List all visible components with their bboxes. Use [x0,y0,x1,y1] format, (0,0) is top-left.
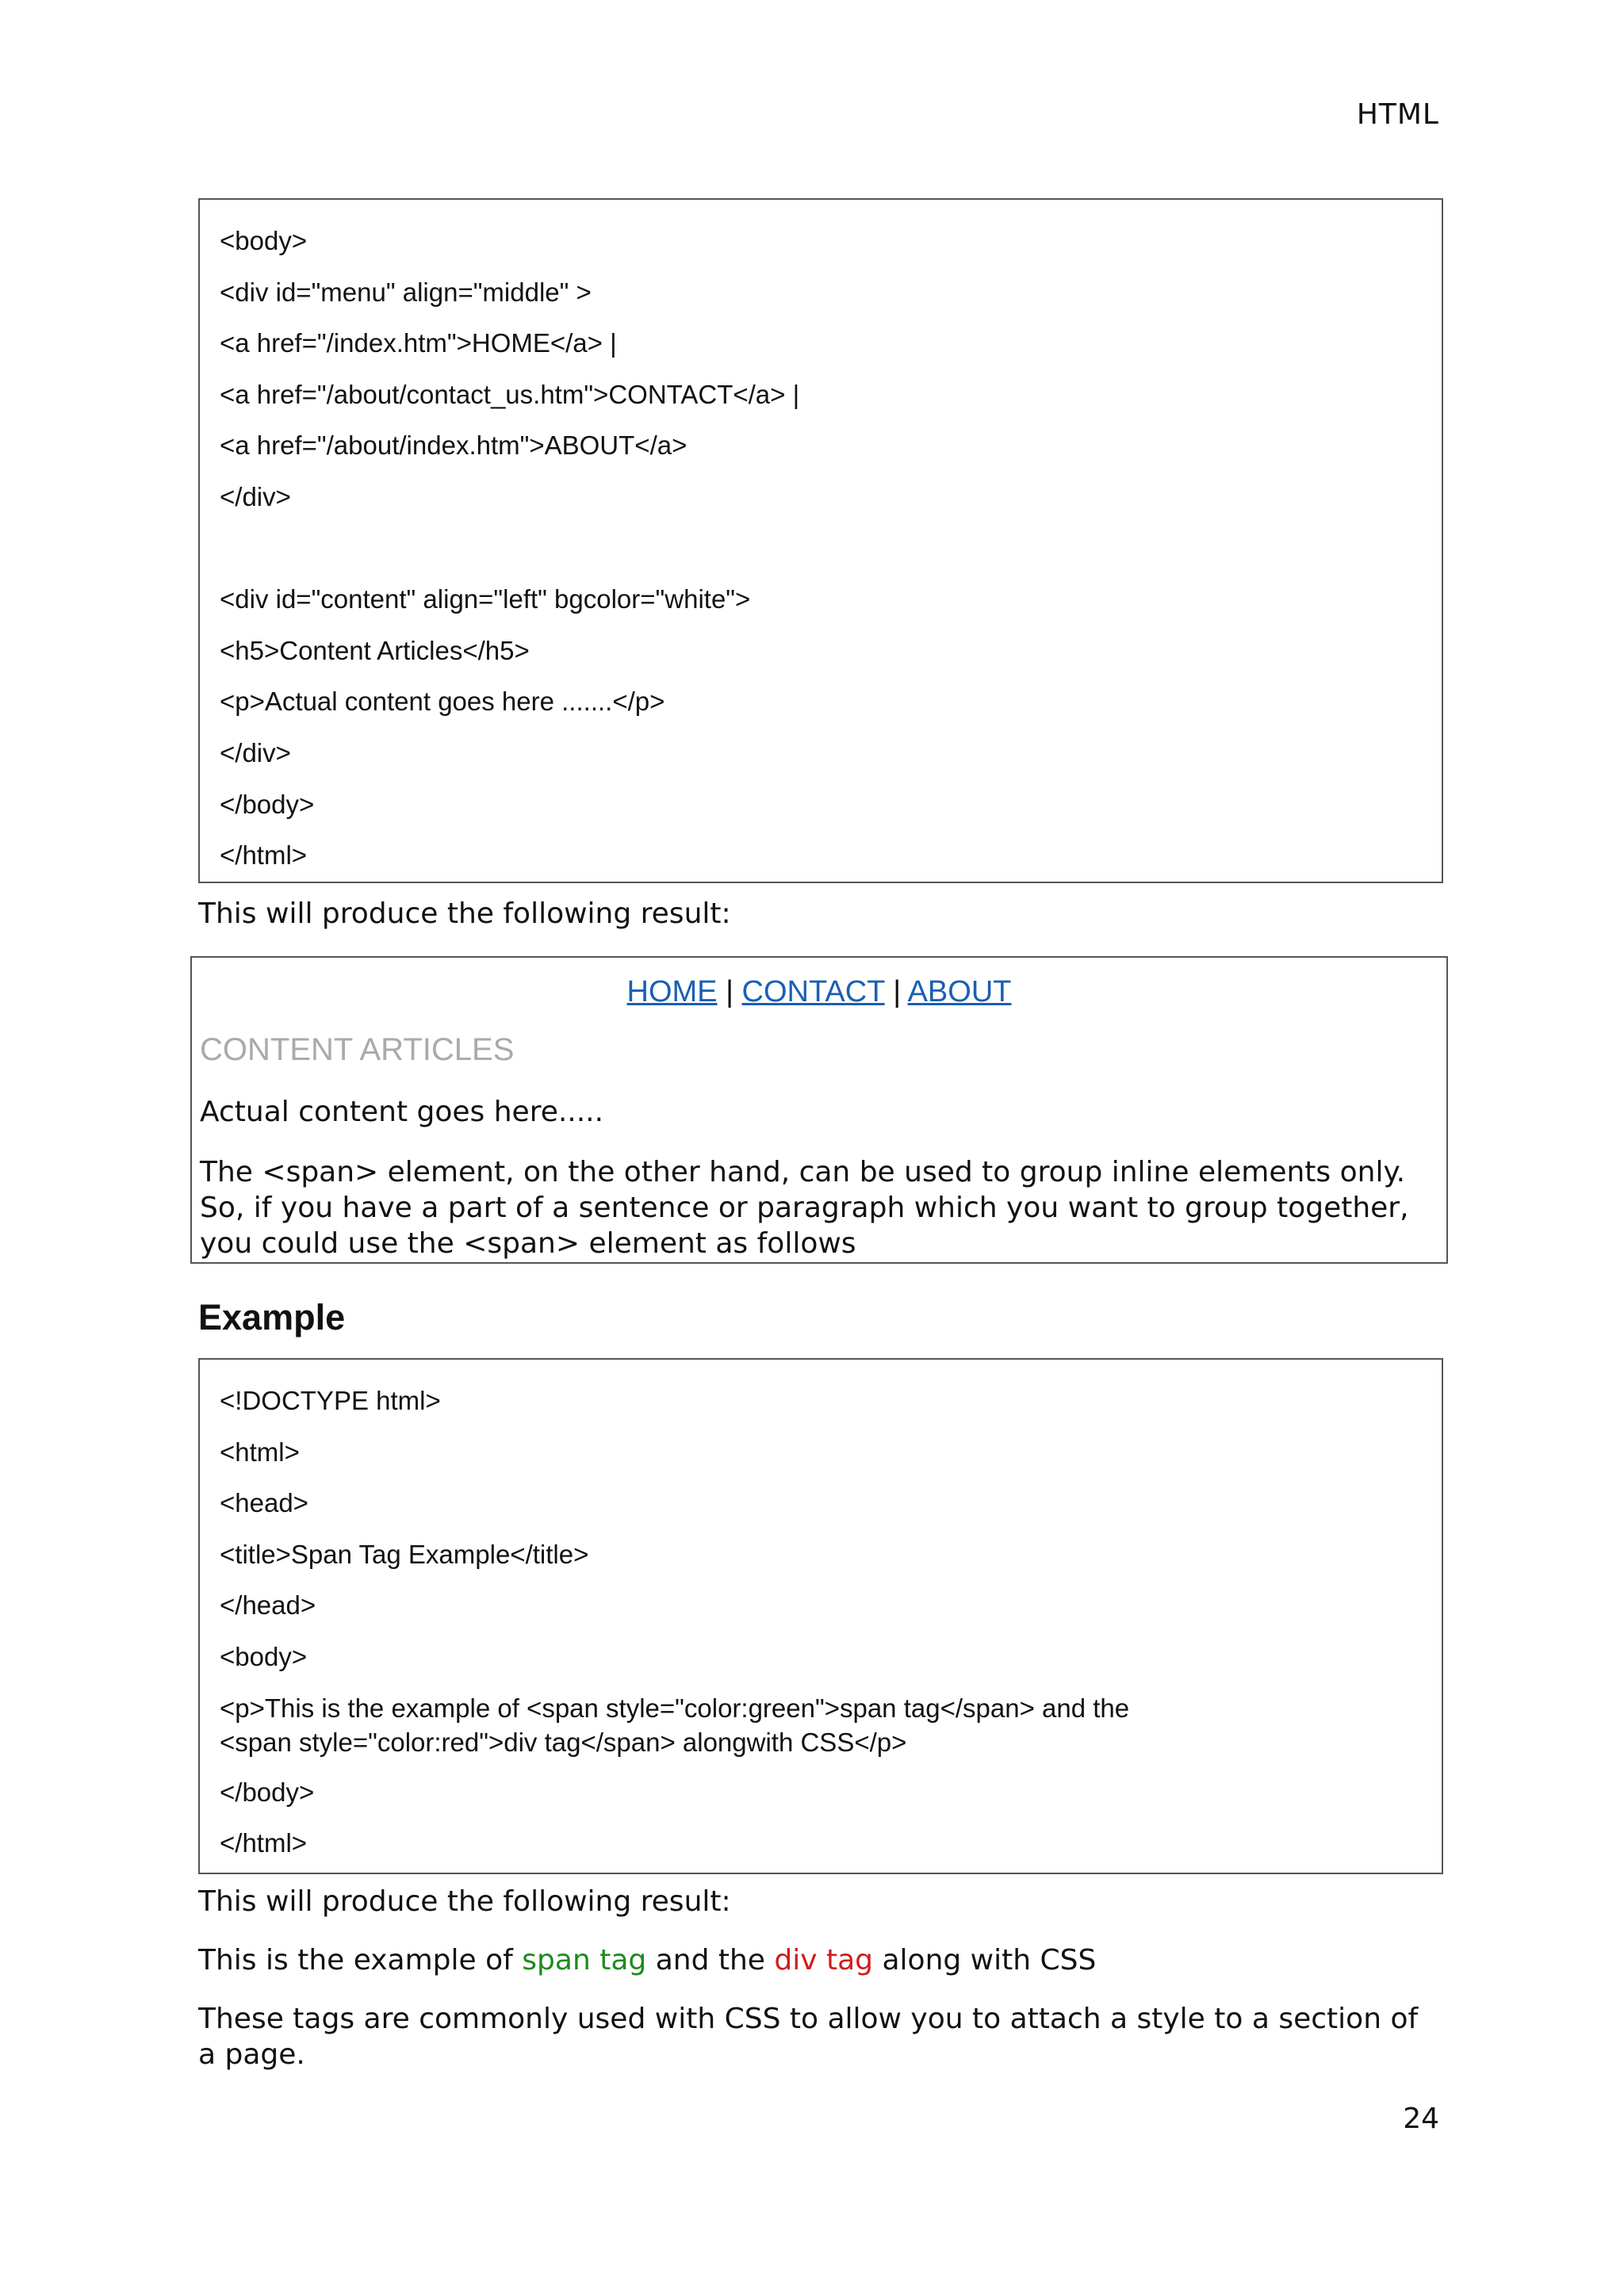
page-number: 24 [1403,2103,1439,2135]
about-link[interactable]: ABOUT [907,975,1012,1008]
green-span-text: span tag [522,1944,647,1976]
code-line: </body> [220,1777,315,1807]
code-line: </head> [220,1590,316,1621]
menu-separator: | [893,975,902,1008]
code-line: <a href="/index.htm">HOME</a> | [220,328,617,358]
code-line: </div> [220,737,291,767]
styled-result-line [198,1942,1443,1978]
result-text-part: This is the example of [198,1944,523,1976]
code-line-blank [220,523,1442,575]
code-line-wrapped: <p>This is the example of <span style="color:green">span tag</span> and the <span style="color:red">div tag</span> alongwith CSS</p> [220,1693,1130,1757]
code-line: <p>Actual content goes here .......</p> [220,687,665,717]
menu-bar [192,974,1446,1010]
code-block-2 [198,1358,1443,1874]
code-line: <a href="/about/index.htm">ABOUT</a> [220,430,688,461]
rendered-result-box [190,956,1448,1264]
home-link[interactable]: HOME [626,975,718,1008]
code-line: </body> [220,789,315,819]
closing-paragraph: These tags are commonly used with CSS to allow you to attach a style to a section of a page. [198,2003,1419,2071]
content-paragraph: Actual content goes here..... [200,1096,604,1128]
code-line: <head> [220,1488,308,1518]
span-description-paragraph: The <span> element, on the other hand, can be used to group inline elements only. So, if you have a part of a sentence or paragraph which you want to group together, you could use the <span> element as follows [200,1156,1409,1260]
content-articles-heading: CONTENT ARTICLES [200,1032,515,1067]
result-text-part: along with CSS [873,1944,1097,1976]
menu-separator: | [726,975,733,1008]
code-line: </html> [220,1828,308,1858]
code-line: <body> [220,226,308,255]
code-line: </div> [220,481,291,511]
example-heading: Example [198,1297,346,1337]
code-line: </html> [220,840,308,871]
contact-link[interactable]: CONTACT [741,975,885,1008]
code-line: <html> [220,1437,300,1467]
result-intro-1: This will produce the following result: [198,897,731,930]
result-intro-2: This will produce the following result: [198,1885,731,1918]
code-line: <a href="/about/contact_us.htm">CONTACT</a> | [220,379,800,409]
page-header-title: HTML [1356,98,1439,131]
code-line: <title>Span Tag Example</title> [220,1539,589,1569]
code-line: <!DOCTYPE html> [220,1386,441,1415]
result-text-part: and the [646,1944,775,1976]
code-line: <div id="content" align="left" bgcolor="white"> [220,584,751,614]
code-line: <body> [220,1641,308,1671]
code-line: <div id="menu" align="middle" > [220,277,592,307]
code-line: <h5>Content Articles</h5> [220,635,530,665]
code-block-1 [198,198,1443,883]
red-span-text: div tag [774,1944,874,1976]
